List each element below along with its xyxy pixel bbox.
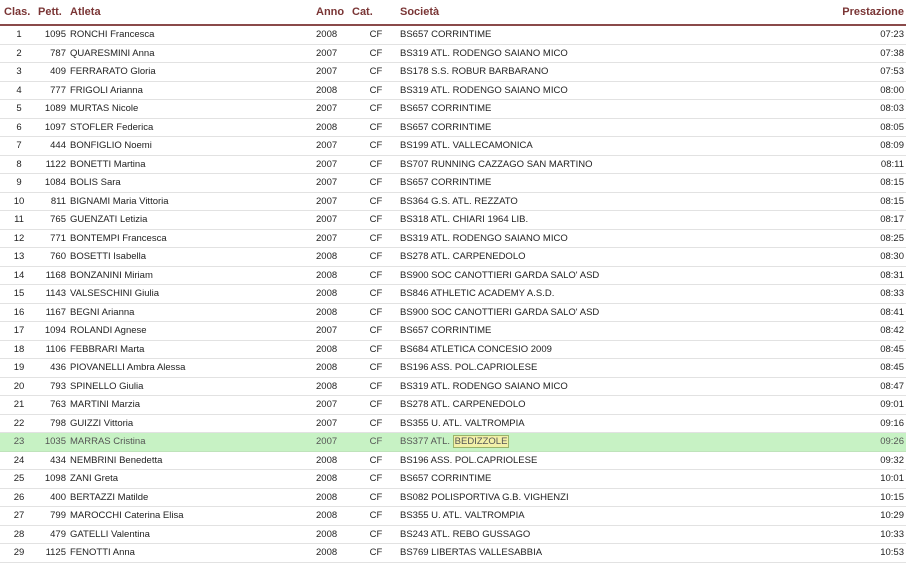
cell-pett: 1084 [38, 174, 66, 193]
table-row[interactable] [0, 137, 906, 156]
cell-pett: 1095 [38, 25, 66, 44]
cell-prestazione: 08:31 [820, 266, 906, 285]
cell-pett: 1125 [38, 544, 66, 563]
cell-societa: BS196 ASS. POL.CAPRIOLESE [400, 359, 820, 378]
cell-prestazione: 10:33 [820, 525, 906, 544]
cell-atleta: PIOVANELLI Ambra Alessa [66, 359, 316, 378]
cell-clas: 8 [0, 155, 38, 174]
cell-anno: 2008 [316, 544, 352, 563]
cell-pett: 1097 [38, 118, 66, 137]
cell-clas: 24 [0, 451, 38, 470]
cell-pett: 765 [38, 211, 66, 230]
cell-cat: CF [352, 470, 400, 489]
cell-clas: 2 [0, 44, 38, 63]
table-row[interactable] [0, 174, 906, 193]
cell-anno: 2007 [316, 100, 352, 119]
cell-clas: 17 [0, 322, 38, 341]
cell-anno: 2007 [316, 192, 352, 211]
cell-atleta: MARTINI Marzia [66, 396, 316, 415]
cell-anno: 2007 [316, 63, 352, 82]
table-row[interactable] [0, 433, 906, 452]
cell-societa: BS243 ATL. REBO GUSSAGO [400, 525, 820, 544]
cell-pett: 771 [38, 229, 66, 248]
cell-atleta: BONTEMPI Francesca [66, 229, 316, 248]
cell-societa: BS319 ATL. RODENGO SAIANO MICO [400, 229, 820, 248]
cell-anno: 2007 [316, 155, 352, 174]
cell-cat: CF [352, 229, 400, 248]
cell-anno: 2007 [316, 137, 352, 156]
header-cat[interactable]: Cat. [352, 0, 400, 25]
header-row [0, 0, 906, 25]
cell-cat: CF [352, 396, 400, 415]
table-row[interactable] [0, 451, 906, 470]
cell-cat: CF [352, 359, 400, 378]
cell-prestazione: 08:11 [820, 155, 906, 174]
cell-cat: CF [352, 174, 400, 193]
cell-societa: BS364 G.S. ATL. REZZATO [400, 192, 820, 211]
table-row[interactable] [0, 44, 906, 63]
cell-pett: 1122 [38, 155, 66, 174]
cell-prestazione: 08:47 [820, 377, 906, 396]
cell-clas: 29 [0, 544, 38, 563]
cell-anno: 2008 [316, 118, 352, 137]
results-body [0, 25, 906, 562]
cell-cat: CF [352, 137, 400, 156]
cell-prestazione: 08:15 [820, 174, 906, 193]
cell-prestazione: 10:15 [820, 488, 906, 507]
cell-prestazione: 08:33 [820, 285, 906, 304]
cell-societa: BS657 CORRINTIME [400, 118, 820, 137]
cell-pett: 760 [38, 248, 66, 267]
cell-pett: 799 [38, 507, 66, 526]
cell-prestazione: 08:41 [820, 303, 906, 322]
cell-societa: BS657 CORRINTIME [400, 100, 820, 119]
cell-pett: 1143 [38, 285, 66, 304]
cell-prestazione: 08:17 [820, 211, 906, 230]
cell-pett: 436 [38, 359, 66, 378]
cell-pett: 1167 [38, 303, 66, 322]
table-row[interactable] [0, 488, 906, 507]
cell-societa: BS319 ATL. RODENGO SAIANO MICO [400, 44, 820, 63]
cell-atleta: ROLANDI Agnese [66, 322, 316, 341]
table-row[interactable] [0, 340, 906, 359]
table-row[interactable] [0, 155, 906, 174]
cell-atleta: NEMBRINI Benedetta [66, 451, 316, 470]
cell-pett: 777 [38, 81, 66, 100]
cell-cat: CF [352, 507, 400, 526]
cell-cat: CF [352, 63, 400, 82]
cell-prestazione: 08:00 [820, 81, 906, 100]
cell-clas: 10 [0, 192, 38, 211]
cell-prestazione: 07:53 [820, 63, 906, 82]
cell-prestazione: 09:32 [820, 451, 906, 470]
cell-prestazione: 10:01 [820, 470, 906, 489]
cell-cat: CF [352, 525, 400, 544]
cell-societa: BS900 SOC CANOTTIERI GARDA SALO' ASD [400, 303, 820, 322]
header-pett[interactable]: Pett. [38, 0, 66, 25]
cell-prestazione: 08:30 [820, 248, 906, 267]
cell-societa: BS082 POLISPORTIVA G.B. VIGHENZI [400, 488, 820, 507]
table-row[interactable] [0, 525, 906, 544]
cell-clas: 7 [0, 137, 38, 156]
cell-cat: CF [352, 303, 400, 322]
cell-atleta: FENOTTI Anna [66, 544, 316, 563]
table-row[interactable] [0, 211, 906, 230]
cell-societa: BS278 ATL. CARPENEDOLO [400, 396, 820, 415]
cell-anno: 2008 [316, 507, 352, 526]
cell-clas: 6 [0, 118, 38, 137]
cell-clas: 3 [0, 63, 38, 82]
cell-clas: 5 [0, 100, 38, 119]
cell-prestazione: 08:25 [820, 229, 906, 248]
cell-clas: 19 [0, 359, 38, 378]
cell-anno: 2008 [316, 359, 352, 378]
cell-cat: CF [352, 414, 400, 433]
cell-pett: 1035 [38, 433, 66, 452]
cell-pett: 1098 [38, 470, 66, 489]
cell-atleta: BEGNI Arianna [66, 303, 316, 322]
cell-clas: 26 [0, 488, 38, 507]
table-row[interactable] [0, 507, 906, 526]
cell-atleta: ZANI Greta [66, 470, 316, 489]
table-row[interactable] [0, 359, 906, 378]
cell-cat: CF [352, 155, 400, 174]
cell-societa: BS657 CORRINTIME [400, 25, 820, 44]
cell-prestazione: 09:01 [820, 396, 906, 415]
table-row[interactable] [0, 544, 906, 563]
cell-anno: 2007 [316, 322, 352, 341]
cell-prestazione: 08:15 [820, 192, 906, 211]
table-row[interactable] [0, 266, 906, 285]
cell-atleta: GUIZZI Vittoria [66, 414, 316, 433]
cell-cat: CF [352, 118, 400, 137]
cell-anno: 2008 [316, 340, 352, 359]
cell-clas: 13 [0, 248, 38, 267]
cell-anno: 2007 [316, 211, 352, 230]
cell-clas: 16 [0, 303, 38, 322]
cell-societa: BS657 CORRINTIME [400, 174, 820, 193]
table-row[interactable] [0, 63, 906, 82]
table-row[interactable] [0, 248, 906, 267]
cell-pett: 444 [38, 137, 66, 156]
table-row[interactable] [0, 377, 906, 396]
cell-atleta: GUENZATI Letizia [66, 211, 316, 230]
cell-clas: 4 [0, 81, 38, 100]
cell-societa: BS199 ATL. VALLECAMONICA [400, 137, 820, 156]
table-row[interactable] [0, 414, 906, 433]
cell-societa: BS900 SOC CANOTTIERI GARDA SALO' ASD [400, 266, 820, 285]
table-row[interactable] [0, 303, 906, 322]
cell-atleta: QUARESMINI Anna [66, 44, 316, 63]
cell-clas: 11 [0, 211, 38, 230]
cell-anno: 2008 [316, 303, 352, 322]
table-row[interactable] [0, 470, 906, 489]
cell-atleta: VALSESCHINI Giulia [66, 285, 316, 304]
cell-clas: 14 [0, 266, 38, 285]
cell-atleta: MAROCCHI Caterina Elisa [66, 507, 316, 526]
cell-atleta: STOFLER Federica [66, 118, 316, 137]
cell-anno: 2007 [316, 229, 352, 248]
cell-anno: 2008 [316, 81, 352, 100]
cell-prestazione: 10:29 [820, 507, 906, 526]
cell-cat: CF [352, 377, 400, 396]
cell-atleta: MURTAS Nicole [66, 100, 316, 119]
cell-cat: CF [352, 266, 400, 285]
cell-atleta: FERRARATO Gloria [66, 63, 316, 82]
cell-prestazione: 08:45 [820, 359, 906, 378]
cell-pett: 400 [38, 488, 66, 507]
table-row[interactable] [0, 322, 906, 341]
cell-anno: 2007 [316, 44, 352, 63]
cell-clas: 27 [0, 507, 38, 526]
cell-prestazione: 10:53 [820, 544, 906, 563]
cell-cat: CF [352, 100, 400, 119]
search-highlight: BEDIZZOLE [454, 436, 508, 448]
cell-clas: 15 [0, 285, 38, 304]
table-row[interactable] [0, 229, 906, 248]
cell-clas: 9 [0, 174, 38, 193]
header-clas[interactable]: Clas. [0, 0, 38, 25]
table-row[interactable] [0, 25, 906, 44]
table-row[interactable] [0, 396, 906, 415]
cell-clas: 22 [0, 414, 38, 433]
cell-atleta: BERTAZZI Matilde [66, 488, 316, 507]
cell-prestazione: 08:03 [820, 100, 906, 119]
cell-societa: BS318 ATL. CHIARI 1964 LIB. [400, 211, 820, 230]
cell-prestazione: 08:05 [820, 118, 906, 137]
cell-atleta: BONETTI Martina [66, 155, 316, 174]
cell-societa: BS684 ATLETICA CONCESIO 2009 [400, 340, 820, 359]
cell-pett: 1089 [38, 100, 66, 119]
cell-cat: CF [352, 25, 400, 44]
table-row[interactable] [0, 81, 906, 100]
cell-anno: 2007 [316, 433, 352, 452]
cell-societa: BS355 U. ATL. VALTROMPIA [400, 414, 820, 433]
cell-societa: BS707 RUNNING CAZZAGO SAN MARTINO [400, 155, 820, 174]
cell-clas: 21 [0, 396, 38, 415]
cell-pett: 1168 [38, 266, 66, 285]
table-row[interactable] [0, 192, 906, 211]
cell-atleta: BONZANINI Miriam [66, 266, 316, 285]
cell-atleta: FEBBRARI Marta [66, 340, 316, 359]
cell-clas: 28 [0, 525, 38, 544]
cell-cat: CF [352, 322, 400, 341]
header-societa[interactable]: Società [400, 0, 820, 25]
header-anno[interactable]: Anno [316, 0, 352, 25]
cell-pett: 409 [38, 63, 66, 82]
cell-anno: 2008 [316, 285, 352, 304]
cell-anno: 2008 [316, 377, 352, 396]
cell-prestazione: 09:16 [820, 414, 906, 433]
cell-pett: 434 [38, 451, 66, 470]
cell-atleta: BIGNAMI Maria Vittoria [66, 192, 316, 211]
cell-cat: CF [352, 433, 400, 452]
cell-cat: CF [352, 340, 400, 359]
cell-pett: 763 [38, 396, 66, 415]
cell-anno: 2007 [316, 174, 352, 193]
cell-clas: 23 [0, 433, 38, 452]
cell-societa: BS319 ATL. RODENGO SAIANO MICO [400, 81, 820, 100]
cell-pett: 1106 [38, 340, 66, 359]
cell-societa: BS657 CORRINTIME [400, 322, 820, 341]
cell-prestazione: 08:09 [820, 137, 906, 156]
cell-cat: CF [352, 44, 400, 63]
cell-pett: 479 [38, 525, 66, 544]
cell-cat: CF [352, 488, 400, 507]
cell-pett: 1094 [38, 322, 66, 341]
cell-pett: 798 [38, 414, 66, 433]
cell-prestazione: 09:26 [820, 433, 906, 452]
cell-societa [400, 433, 820, 452]
cell-anno: 2008 [316, 25, 352, 44]
cell-anno: 2008 [316, 266, 352, 285]
cell-prestazione: 08:42 [820, 322, 906, 341]
cell-clas: 18 [0, 340, 38, 359]
cell-cat: CF [352, 192, 400, 211]
cell-cat: CF [352, 451, 400, 470]
table-row[interactable] [0, 118, 906, 137]
cell-prestazione: 08:45 [820, 340, 906, 359]
cell-pett: 811 [38, 192, 66, 211]
cell-atleta: BONFIGLIO Noemi [66, 137, 316, 156]
cell-atleta: RONCHI Francesca [66, 25, 316, 44]
cell-anno: 2008 [316, 470, 352, 489]
cell-clas: 20 [0, 377, 38, 396]
cell-atleta: BOLIS Sara [66, 174, 316, 193]
cell-societa: BS196 ASS. POL.CAPRIOLESE [400, 451, 820, 470]
cell-cat: CF [352, 285, 400, 304]
header-atleta[interactable]: Atleta [66, 0, 316, 25]
cell-atleta: MARRAS Cristina [66, 433, 316, 452]
cell-cat: CF [352, 211, 400, 230]
cell-pett: 787 [38, 44, 66, 63]
cell-clas: 1 [0, 25, 38, 44]
cell-atleta: SPINELLO Giulia [66, 377, 316, 396]
cell-clas: 25 [0, 470, 38, 489]
cell-prestazione: 07:23 [820, 25, 906, 44]
table-row[interactable] [0, 285, 906, 304]
cell-societa: BS355 U. ATL. VALTROMPIA [400, 507, 820, 526]
cell-anno: 2008 [316, 248, 352, 267]
cell-societa: BS178 S.S. ROBUR BARBARANO [400, 63, 820, 82]
table-row[interactable] [0, 100, 906, 119]
cell-pett: 793 [38, 377, 66, 396]
cell-anno: 2008 [316, 525, 352, 544]
cell-societa: BS846 ATHLETIC ACADEMY A.S.D. [400, 285, 820, 304]
cell-cat: CF [352, 81, 400, 100]
cell-anno: 2008 [316, 488, 352, 507]
cell-cat: CF [352, 544, 400, 563]
cell-prestazione: 07:38 [820, 44, 906, 63]
cell-atleta: GATELLI Valentina [66, 525, 316, 544]
cell-societa: BS278 ATL. CARPENEDOLO [400, 248, 820, 267]
cell-anno: 2008 [316, 451, 352, 470]
cell-atleta: FRIGOLI Arianna [66, 81, 316, 100]
cell-anno: 2007 [316, 414, 352, 433]
cell-societa: BS769 LIBERTAS VALLESABBIA [400, 544, 820, 563]
cell-societa: BS319 ATL. RODENGO SAIANO MICO [400, 377, 820, 396]
societa-prefix: BS377 ATL. [400, 436, 453, 448]
cell-clas: 12 [0, 229, 38, 248]
cell-anno: 2007 [316, 396, 352, 415]
cell-cat: CF [352, 248, 400, 267]
header-prestazione[interactable]: Prestazione [820, 0, 906, 25]
cell-societa: BS657 CORRINTIME [400, 470, 820, 489]
cell-atleta: BOSETTI Isabella [66, 248, 316, 267]
